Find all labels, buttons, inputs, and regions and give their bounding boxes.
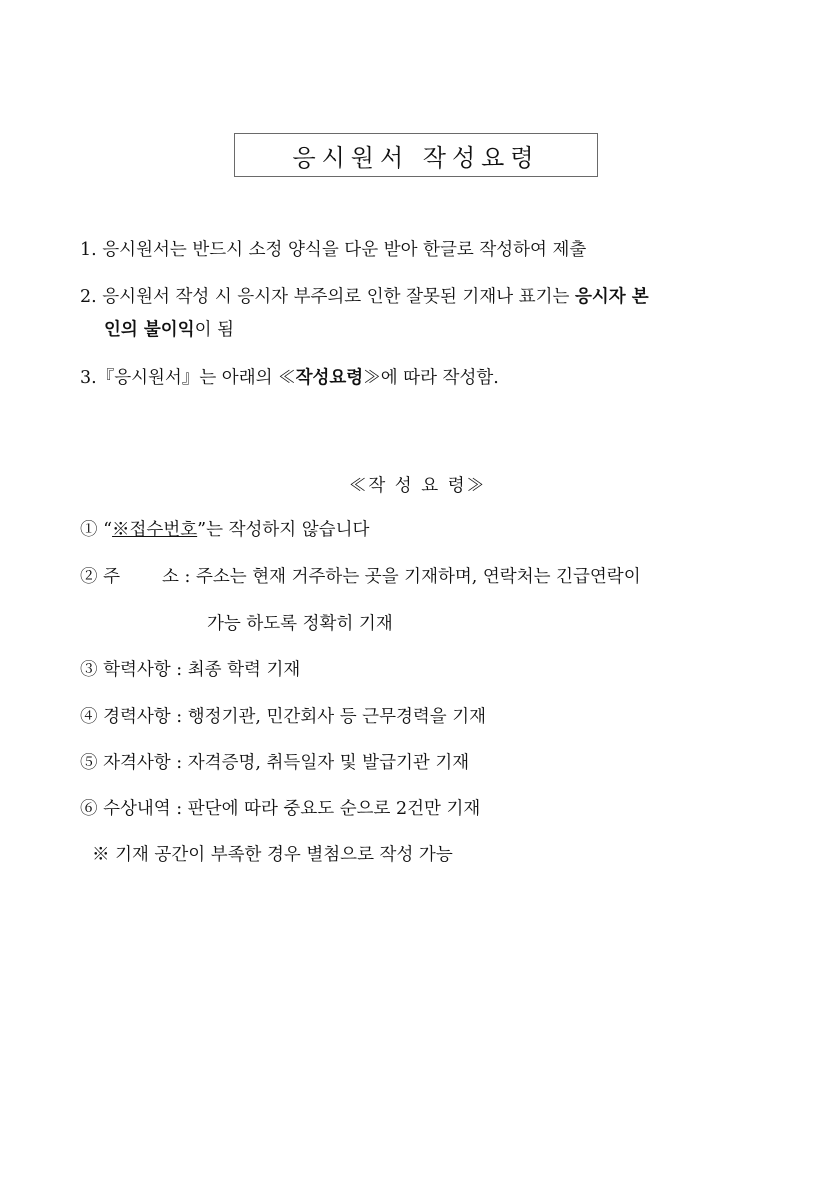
guide-underlined-text: ※접수번호 <box>112 520 198 540</box>
note-line: ※ 기재 공간이 부족한 경우 별첨으로 작성 가능 <box>92 845 453 865</box>
guide-marker: ② <box>80 567 98 587</box>
guide-item-2 <box>80 565 641 589</box>
guide-open-quote: “ <box>103 520 113 540</box>
guide-text: ”는 작성하지 않습니다 <box>197 520 370 540</box>
guide-colon: : <box>176 660 183 680</box>
guide-marker: ④ <box>80 707 98 727</box>
guide-text: 주소는 현재 거주하는 곳을 기재하며, 연락처는 긴급연락이 <box>195 567 641 587</box>
guide-item-1 <box>80 518 369 542</box>
instruction-number: 2. <box>80 287 97 307</box>
guide-label: 소 <box>161 567 179 587</box>
instruction-number: 1. <box>80 240 97 260</box>
instruction-item-3 <box>80 366 499 390</box>
guide-label: 수상내역 <box>103 799 171 819</box>
guide-heading: ≪작 성 요 령≫ <box>348 476 487 496</box>
guide-text: 최종 학력 기재 <box>187 660 301 680</box>
guide-label: 자격사항 <box>103 753 171 773</box>
page-title: 응시원서 작성요령 <box>292 143 540 172</box>
instruction-text: 응시원서는 반드시 소정 양식을 다운 받아 한글로 작성하여 제출 <box>102 240 587 260</box>
guide-text: 판단에 따라 중요도 순으로 2건만 기재 <box>187 799 481 819</box>
guide-marker: ⑤ <box>80 753 98 773</box>
instruction-item-1 <box>80 238 586 262</box>
guide-item-2-continued <box>207 612 393 636</box>
guide-text: 행정기관, 민간회사 등 근무경력을 기재 <box>187 707 487 727</box>
guide-label: 학력사항 <box>103 660 171 680</box>
guide-item-6 <box>80 797 480 821</box>
instruction-text: 『응시원서』는 아래의 ≪ <box>96 368 296 388</box>
guide-item-4 <box>80 705 486 729</box>
guide-item-3 <box>80 658 300 682</box>
instruction-text: 응시원서 작성 시 응시자 부주의로 인한 잘못된 기재나 표기는 <box>102 287 575 307</box>
instruction-text: 이 됨 <box>194 320 234 340</box>
guide-colon: : <box>176 707 183 727</box>
guide-text: 가능 하도록 정확히 기재 <box>207 614 393 634</box>
guide-colon: : <box>184 567 191 587</box>
guide-colon: : <box>176 799 183 819</box>
instruction-bold-text: 작성요령 <box>295 368 364 388</box>
instruction-item-2 <box>80 285 649 309</box>
guide-label: 경력사항 <box>103 707 171 727</box>
instruction-item-2-continued <box>104 318 234 342</box>
instruction-number: 3. <box>80 368 97 388</box>
instruction-text: ≫에 따라 작성함. <box>363 368 499 388</box>
guide-marker: ① <box>80 520 98 540</box>
guide-colon: : <box>176 753 183 773</box>
instruction-bold-text: 응시자 본 <box>574 287 649 307</box>
guide-item-5 <box>80 751 469 775</box>
instruction-bold-text: 인의 불이익 <box>104 320 195 340</box>
guide-marker: ③ <box>80 660 98 680</box>
guide-marker: ⑥ <box>80 799 98 819</box>
guide-label: 주 <box>103 567 120 587</box>
guide-text: 자격증명, 취득일자 및 발급기관 기재 <box>187 753 470 773</box>
title-box <box>234 133 598 177</box>
